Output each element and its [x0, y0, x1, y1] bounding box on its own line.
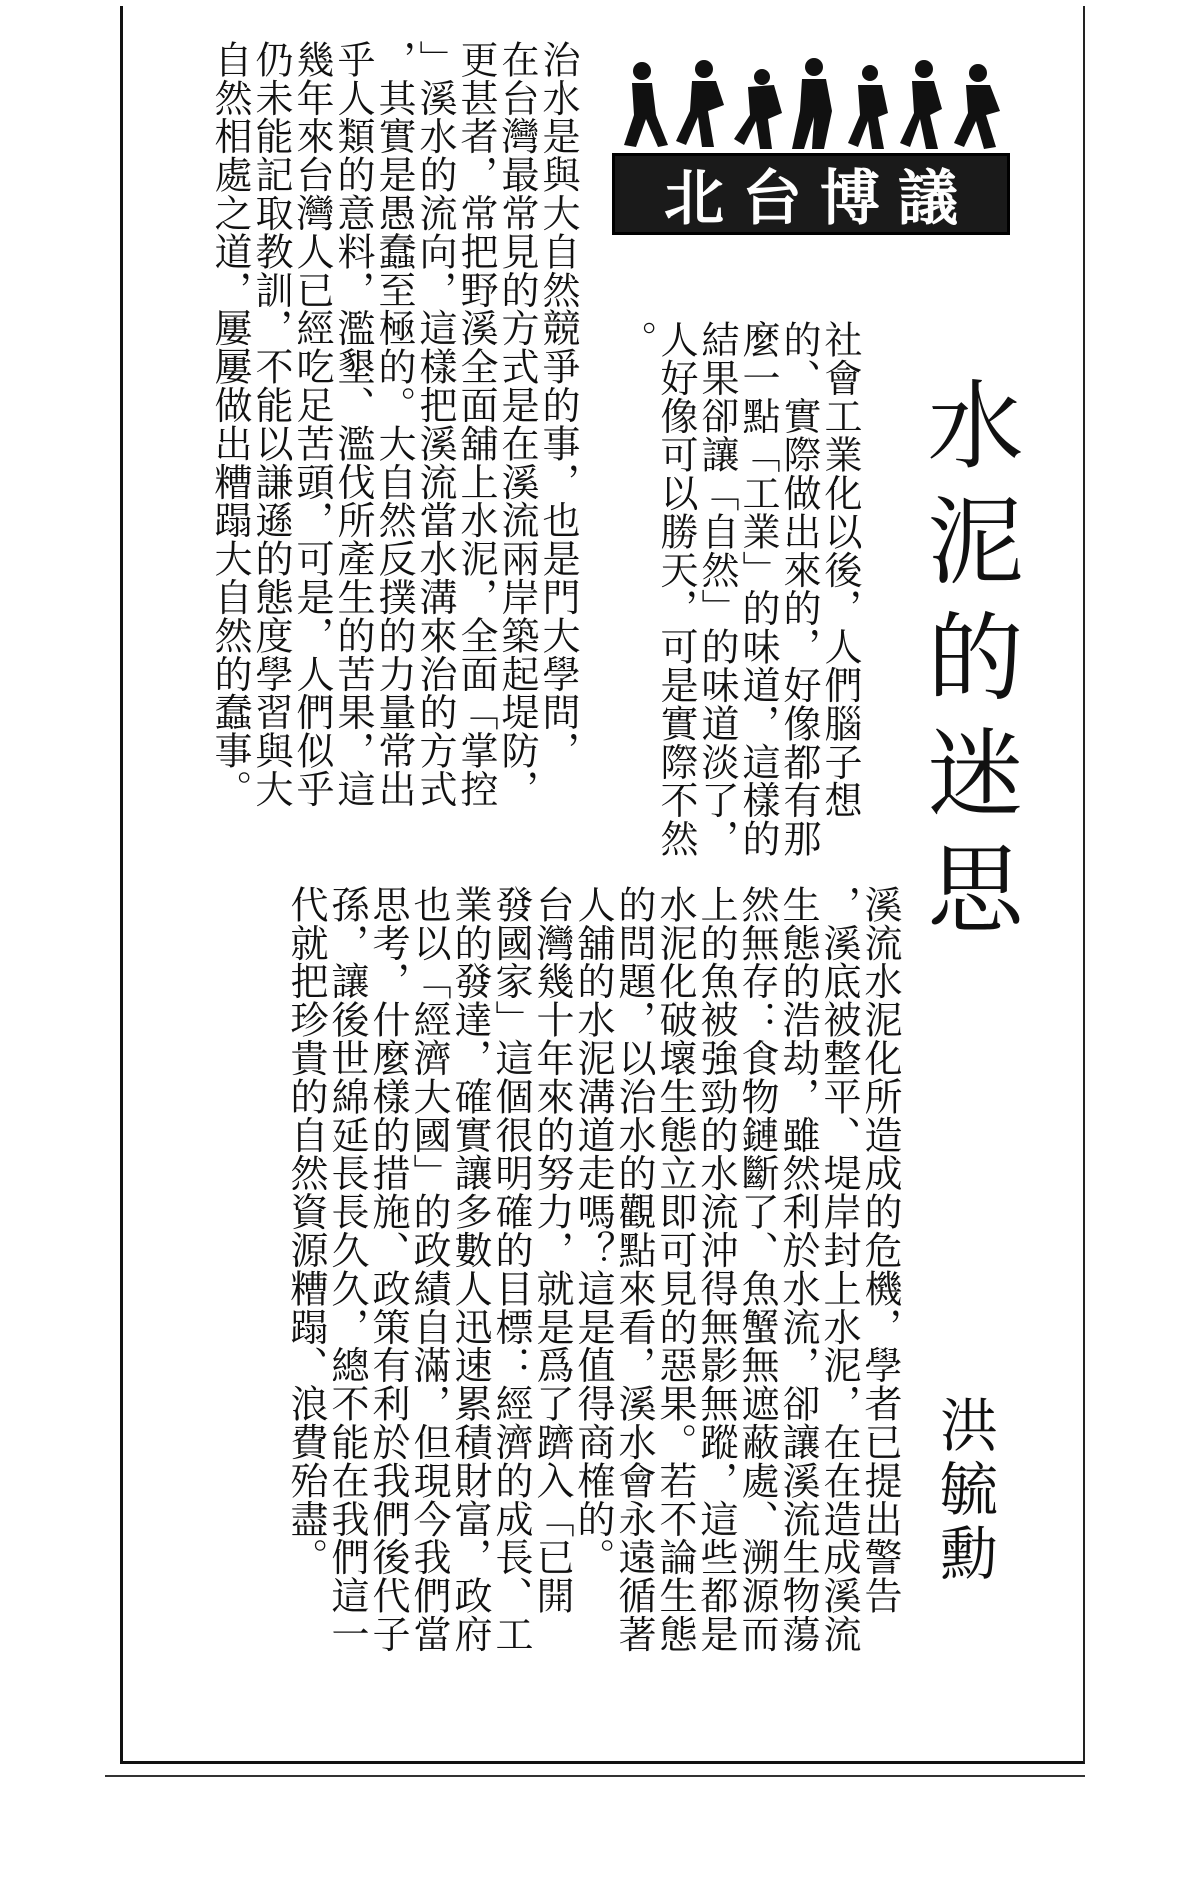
column-name: 北台博議 [664, 164, 976, 234]
column-banner [612, 153, 1010, 235]
column-masthead [612, 55, 1010, 240]
author-signature: 洪毓勳 [930, 1395, 998, 1587]
body-column-left: 治水是與大自然競爭的事，也是門大學問， 在台灣最常見的方式是在溪流兩岸築起堤防， 更甚者，常把野溪全面舖上水泥，全面「掌控 」溪水的流向，這樣把溪流當水溝來治的方式 ，其實是愚蠢至極的。大自然反撲的力量常出 乎人類的意料，濫墾、濫伐所產生的苦果，這 幾年來台灣人已經吃足苦頭，可是，人們似乎 仍未能記取教訓，不能以謙遜的態度學習與大 自然相處之道，屢屢做出糟蹋大自然的蠢事。 [208, 40, 580, 808]
body-column-intro: 社會工業化以後，人們腦子想 的、實際做出來的，好像都有那 麼一點「工業」的味道，這樣的 結果卻讓「自然」的味道淡了， 人好像可以勝天，可是實際不然 。 [613, 320, 862, 858]
body-column-bottom: 溪流水泥化所造成的危機，學者已提出警告 ，溪底被整平、堤岸封上水泥，在在造成溪流 生態的浩劫，雖然利於水流，卻讓溪流生物蕩 然無存：食物鏈斷了、魚蟹無遮蔽處、溯源而 上的魚被強勁的水流沖得無影無蹤，這些都是 水泥化破壞生態立即可見的惡果。若不論生態 的問題，以治水的觀點來看，溪水會永遠循著 人舖的水泥溝道走嗎？這是值得商榷的。 台灣幾十年來的努力，就是爲了躋入「已開 發國家」這個很明確的目標：經濟的成長、工 業的發達，確實讓多數人迅速累積財富，政府 也以「經濟大國」的政績自滿，但現今我們當 思考，什麼樣的措施、政策有利於我們後代子 孫，讓後世綿延長長久久，總不能在我們這一 代就把珍貴的自然資源糟蹋、浪費殆盡。 [284, 885, 902, 1653]
bottom-rule [105, 1775, 1085, 1777]
article-title: 水泥的迷思 [912, 375, 1024, 955]
silhouette-figures-illustration [612, 55, 1010, 153]
